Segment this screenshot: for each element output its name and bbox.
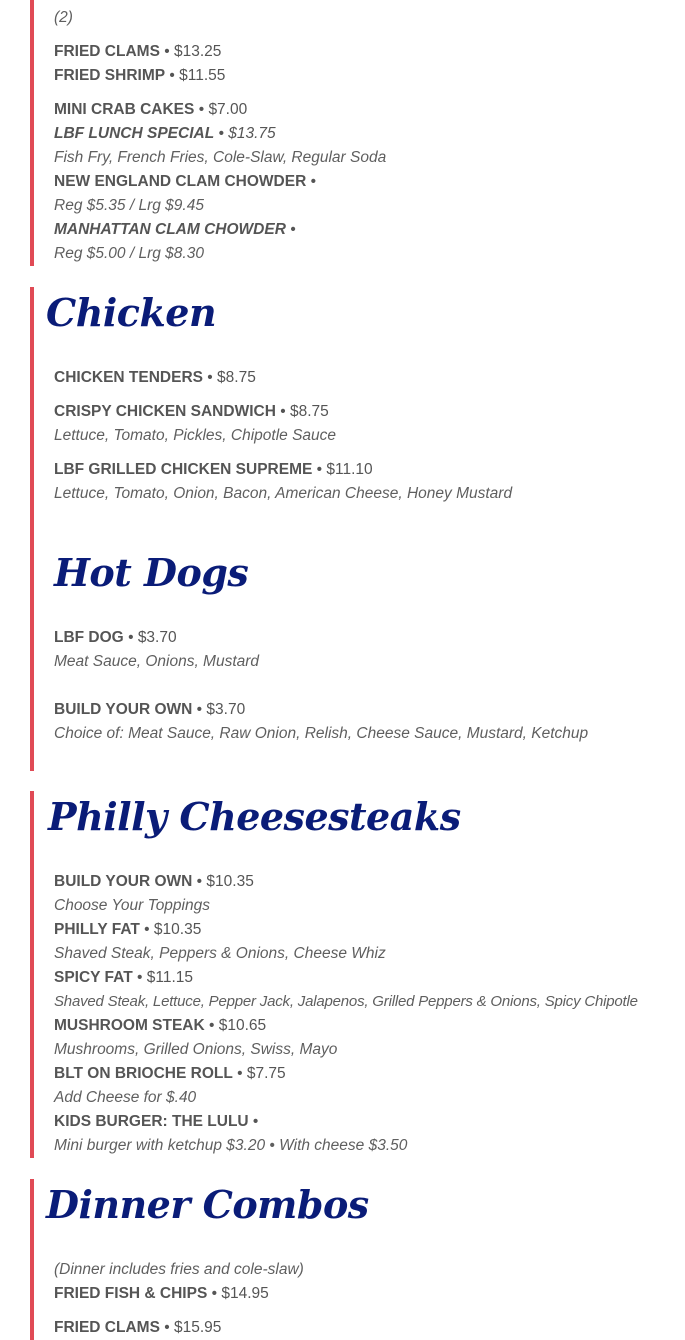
item-separator: • <box>316 461 323 478</box>
item-price: $15.95 <box>173 1319 222 1336</box>
item-separator: • <box>144 921 150 938</box>
menu-item <box>54 1064 286 1084</box>
item-name: FRIED CLAMS <box>54 1319 160 1336</box>
menu-item <box>54 920 201 940</box>
item-price: $10.35 <box>153 921 202 938</box>
menu-item <box>54 968 193 988</box>
item-separator: • <box>209 1017 215 1034</box>
item-price: $8.75 <box>289 403 329 420</box>
item-price: $11.10 <box>326 461 373 478</box>
item-description: Choose Your Toppings <box>54 897 210 914</box>
section-title-chicken: Chicken <box>46 290 217 335</box>
item-description: Lettuce, Tomato, Pickles, Chipotle Sauce <box>54 427 337 444</box>
item-separator: • <box>169 67 175 84</box>
item-name: SPICY FAT <box>54 969 133 986</box>
section-title-philly: Philly Cheesesteaks <box>48 794 461 839</box>
item-price: $7.00 <box>208 101 248 118</box>
item-separator: • <box>207 369 213 386</box>
item-description: Choice of: Meat Sauce, Raw Onion, Relish, Cheese Sauce, Mustard, Ketchup <box>54 725 589 742</box>
item-separator: • <box>164 43 170 60</box>
menu-item <box>54 402 329 422</box>
item-description: Meat Sauce, Onions, Mustard <box>54 653 260 670</box>
menu-item <box>54 700 245 720</box>
item-separator: • <box>280 403 286 420</box>
item-separator: • <box>198 101 205 118</box>
menu-item <box>54 1318 221 1338</box>
menu-item <box>54 66 225 86</box>
item-price: $7.75 <box>246 1065 286 1082</box>
item-description: Shaved Steak, Lettuce, Pepper Jack, Jalapenos, Grilled Peppers & Onions, Spicy Chipotle <box>54 993 638 1010</box>
item-name: BLT ON BRIOCHE ROLL <box>54 1065 233 1082</box>
item-separator: • <box>310 173 317 190</box>
menu-item <box>54 460 373 480</box>
item-price: $10.35 <box>206 873 254 890</box>
seafood-note: (2) <box>54 9 73 26</box>
section-title-dinner: Dinner Combos <box>46 1182 369 1227</box>
item-separator: • <box>164 1319 170 1336</box>
item-description: Reg $5.35 / Lrg $9.45 <box>54 197 204 214</box>
menu-item <box>54 872 254 892</box>
item-name: LBF LUNCH SPECIAL <box>54 125 215 142</box>
menu-item <box>54 220 296 240</box>
item-name: FRIED CLAMS <box>54 43 160 60</box>
item-separator: • <box>237 1065 243 1082</box>
item-price: $8.75 <box>217 369 256 386</box>
item-price: $13.75 <box>228 125 276 142</box>
item-price: $11.55 <box>179 67 226 84</box>
menu-item <box>54 628 177 648</box>
item-separator: • <box>196 873 203 890</box>
item-name: CRISPY CHICKEN SANDWICH <box>54 403 276 420</box>
item-separator: • <box>290 221 296 238</box>
section-border-seafood <box>30 0 34 266</box>
item-name: BUILD YOUR OWN <box>54 873 193 890</box>
item-separator: • <box>211 1285 218 1302</box>
item-description: Mushrooms, Grilled Onions, Swiss, Mayo <box>54 1041 338 1058</box>
menu-item <box>54 368 256 388</box>
item-price: $3.70 <box>206 701 246 718</box>
item-name: KIDS BURGER: THE LULU <box>54 1113 249 1130</box>
menu-item <box>54 172 316 192</box>
section-title-hot-dogs: Hot Dogs <box>54 550 249 595</box>
item-name: MUSHROOM STEAK <box>54 1017 205 1034</box>
item-name: LBF DOG <box>54 629 124 646</box>
item-description: Fish Fry, French Fries, Cole-Slaw, Regular Soda <box>54 149 387 166</box>
item-name: FRIED SHRIMP <box>54 67 166 84</box>
item-price: $10.65 <box>218 1017 267 1034</box>
item-price: $14.95 <box>221 1285 269 1302</box>
item-name: LBF GRILLED CHICKEN SUPREME <box>54 461 313 478</box>
item-description: Shaved Steak, Peppers & Onions, Cheese Whiz <box>54 945 386 962</box>
item-name: MINI CRAB CAKES <box>54 101 195 118</box>
item-name: BUILD YOUR OWN <box>54 701 193 718</box>
item-description: Reg $5.00 / Lrg $8.30 <box>54 245 204 262</box>
menu-item <box>54 124 276 144</box>
item-separator: • <box>196 701 203 718</box>
menu-item <box>54 1284 269 1304</box>
item-description: Add Cheese for $.40 <box>54 1089 197 1106</box>
item-separator: • <box>218 125 224 142</box>
item-description: Lettuce, Tomato, Onion, Bacon, American Cheese, Honey Mustard <box>54 485 513 502</box>
item-price: $3.70 <box>137 629 177 646</box>
item-separator: • <box>252 1113 259 1130</box>
menu-item <box>54 42 221 62</box>
item-name: PHILLY FAT <box>54 921 140 938</box>
menu-item <box>54 1112 258 1132</box>
item-price: $11.15 <box>146 969 193 986</box>
dinner-note: (Dinner includes fries and cole-slaw) <box>54 1261 304 1278</box>
item-name: NEW ENGLAND CLAM CHOWDER <box>54 173 307 190</box>
section-border-chicken-hotdogs <box>30 287 34 771</box>
menu-item <box>54 100 247 120</box>
item-description: Mini burger with ketchup $3.20 • With cheese $3.50 <box>54 1137 408 1154</box>
item-name: MANHATTAN CLAM CHOWDER <box>54 221 286 238</box>
section-border-dinner <box>30 1179 34 1340</box>
item-name: FRIED FISH & CHIPS <box>54 1285 208 1302</box>
item-separator: • <box>136 969 143 986</box>
section-border-philly <box>30 791 34 1158</box>
item-separator: • <box>128 629 134 646</box>
item-name: CHICKEN TENDERS <box>54 369 203 386</box>
menu-item <box>54 1016 266 1036</box>
item-price: $13.25 <box>173 43 222 60</box>
